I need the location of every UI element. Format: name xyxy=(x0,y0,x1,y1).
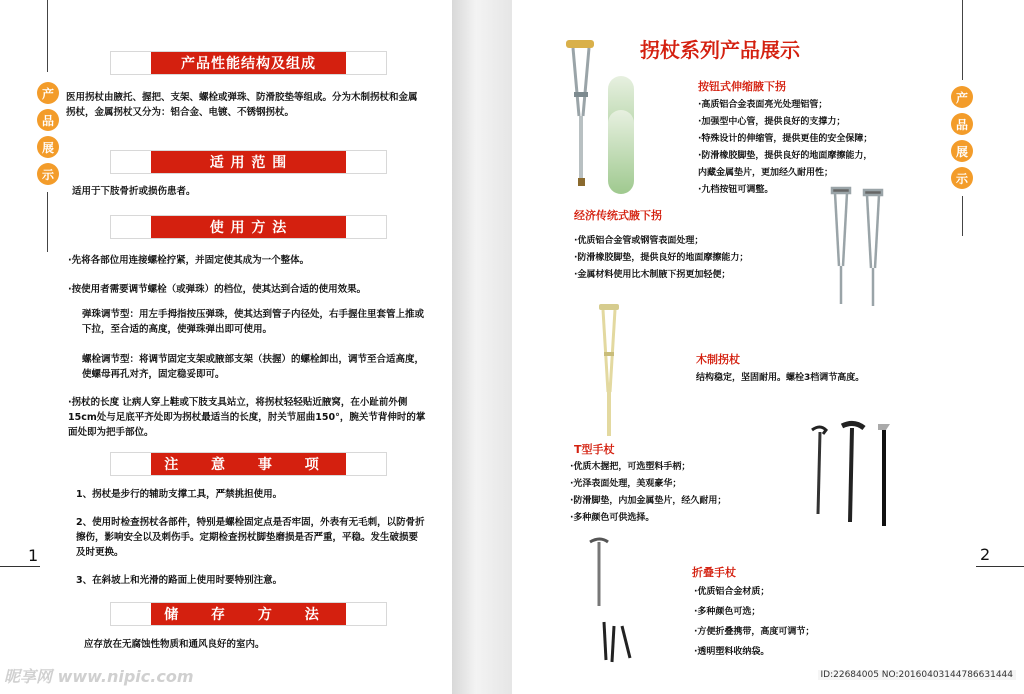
feature-item: ·方便折叠携带，高度可调节； xyxy=(694,627,815,637)
section-title: 适 用 范 围 xyxy=(151,151,346,173)
usage-step: 弹珠调节型：用左手拇指按压弹珠，使其达到管子内径处，右手握住里套管上推或下拉，至合适的高度，使弹珠弹出即可使用。 xyxy=(82,309,425,335)
product-features xyxy=(694,582,814,662)
side-label-char: 展 xyxy=(951,140,973,162)
usage-step: ·拐杖的长度 让病人穿上鞋或下肢支具站立，将拐杖轻轻贴近腋窝，在小趾前外侧15cm处与足底平齐处即为拐杖最适当的长度，肘关节屈曲150°，腕关节背伸时的掌面处即为把手部位。 xyxy=(68,397,426,438)
side-label-char: 展 xyxy=(37,136,59,158)
feature-item: ·防滑橡胶脚垫，提供良好的地面摩擦能力， xyxy=(698,151,873,161)
product-features xyxy=(696,370,864,387)
product-title: T型手杖 xyxy=(574,443,615,456)
product-features xyxy=(698,97,872,199)
feature-item: ·透明塑料收纳袋。 xyxy=(694,647,770,657)
side-label-char: 产 xyxy=(951,86,973,108)
scope-text: 适用于下肢骨折或损伤患者。 xyxy=(72,186,196,197)
note-item: 3、在斜坡上和光滑的路面上使用时要特别注意。 xyxy=(76,575,283,586)
usage-step: ·按使用者需要调节螺栓（或弹珠）的档位，使其达到合适的使用效果。 xyxy=(68,284,367,295)
usage-step: ·先将各部位用连接螺栓拧紧，并固定使其成为一个整体。 xyxy=(68,255,310,266)
product-title: 按钮式伸缩腋下拐 xyxy=(698,80,786,93)
feature-item: ·特殊设计的伸缩管，提供更佳的安全保障； xyxy=(698,134,873,144)
product-title: 木制拐杖 xyxy=(696,353,740,366)
product-features xyxy=(574,233,748,284)
section-header xyxy=(110,215,387,239)
note-item: 2、使用时检查拐杖各部件，特别是螺栓固定点是否牢固，外表有无毛刺，以防骨折擦伤，影响安全以及刺伤手。定期检查拐杖脚垫磨损是否严重，平稳。发生破损要及时更换。 xyxy=(76,517,425,558)
section-header xyxy=(110,150,387,174)
page-number-rule xyxy=(976,566,1024,567)
usage-step: 螺栓调节型：将调节固定支架或腋部支架（扶握）的螺栓卸出，调节至合适高度，使螺母再孔对齐，固定稳妥即可。 xyxy=(82,354,425,380)
t-cane-image xyxy=(798,420,898,530)
side-line-top xyxy=(47,0,48,72)
side-line-top xyxy=(962,0,963,80)
watermark: 昵享网 www.nipic.com xyxy=(4,667,194,686)
side-label-char: 品 xyxy=(37,109,59,131)
feature-item: 内藏金属垫片，更加经久耐用性； xyxy=(698,168,834,178)
book-gutter xyxy=(452,0,512,694)
section-title: 使 用 方 法 xyxy=(151,216,346,238)
feature-item: ·九档按钮可调整。 xyxy=(698,185,774,195)
detail-inset-image xyxy=(608,110,634,194)
product-features xyxy=(570,459,726,527)
section-title: 注 意 事 项 xyxy=(151,453,346,475)
traditional-crutch-image xyxy=(830,186,888,310)
side-line-bottom xyxy=(962,196,963,236)
product-title: 折叠手杖 xyxy=(692,566,736,579)
feature-item: ·多种颜色可供选择。 xyxy=(570,513,655,523)
folding-cane-image xyxy=(584,534,644,664)
telescopic-crutch-image xyxy=(564,36,598,188)
feature-item: 结构稳定，坚固耐用。螺栓3档调节高度。 xyxy=(696,373,865,383)
section-title: 储 存 方 法 xyxy=(151,603,346,625)
side-line-bottom xyxy=(47,192,48,252)
feature-item: ·优质铝合金管或钢管表面处理； xyxy=(574,236,704,246)
section-title: 产品性能结构及组成 xyxy=(151,52,346,74)
side-label-char: 品 xyxy=(951,113,973,135)
page-number: 2 xyxy=(980,545,991,564)
feature-item: ·优质木握把，可选塑料手柄； xyxy=(570,462,691,472)
page-number-rule xyxy=(0,566,40,567)
wooden-crutch-image xyxy=(596,302,622,442)
feature-item: ·多种颜色可选； xyxy=(694,607,761,617)
left-page xyxy=(0,0,452,694)
feature-item: ·金属材料使用比木制腋下拐更加轻便； xyxy=(574,270,731,280)
section-header xyxy=(110,452,387,476)
product-title: 经济传统式腋下拐 xyxy=(574,209,662,222)
section-header xyxy=(110,51,387,75)
feature-item: ·光泽表面处理，美观豪华； xyxy=(570,479,682,489)
section-header xyxy=(110,602,387,626)
feature-item: ·优质铝合金材质； xyxy=(694,587,770,597)
side-label-char: 示 xyxy=(37,163,59,185)
image-id-line: ID:22684005 NO:20160403144786631444 xyxy=(818,670,1017,680)
feature-item: ·加强型中心管，提供良好的支撑力； xyxy=(698,117,846,127)
feature-item: ·防滑脚垫，内加金属垫片，经久耐用； xyxy=(570,496,727,506)
feature-item: ·高质铝合金表面亮光处理铝管； xyxy=(698,100,828,110)
composition-text: 医用拐杖由腋托、握把、支架、螺栓或弹珠、防滑胶垫等组成。分为木制拐杖和金属拐杖，金属拐杖又分为：铝合金、电镀、不锈钢拐杖。 xyxy=(66,92,418,118)
side-label-char: 产 xyxy=(37,82,59,104)
page-number: 1 xyxy=(28,546,39,565)
note-item: 1、拐杖是步行的辅助支撑工具，严禁挑担使用。 xyxy=(76,489,283,500)
product-page-title: 拐杖系列产品展示 xyxy=(640,38,800,62)
right-page xyxy=(512,0,1024,694)
storage-text: 应存放在无腐蚀性物质和通风良好的室内。 xyxy=(84,639,265,650)
feature-item: ·防滑橡胶脚垫，提供良好的地面摩擦能力； xyxy=(574,253,749,263)
side-label-char: 示 xyxy=(951,167,973,189)
